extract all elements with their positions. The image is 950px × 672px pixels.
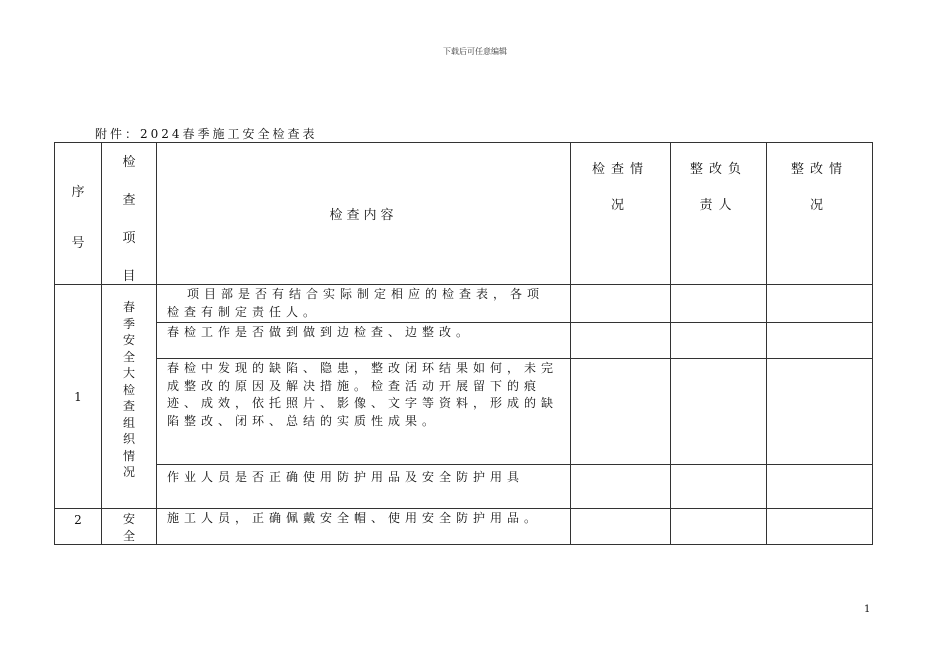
owner-cell [671, 509, 767, 545]
item-char: 春 [122, 300, 135, 314]
status-cell [571, 323, 671, 359]
section-number: 2 [55, 509, 102, 545]
header-row [55, 143, 873, 285]
owner-cell [671, 323, 767, 359]
header-item [102, 143, 157, 285]
header-status-line: 况 [610, 198, 630, 213]
item-char: 全 [122, 349, 135, 364]
header-seq [55, 143, 102, 285]
table-caption: 附件：2024春季施工安全检查表 [95, 127, 318, 141]
header-item-char: 检 [122, 155, 136, 170]
header-rectify [767, 143, 873, 285]
rectify-cell [767, 285, 873, 323]
header-seq-char: 序 [71, 184, 85, 200]
header-item-char: 目 [122, 269, 136, 284]
header-status [571, 143, 671, 285]
item-char: 安 [122, 333, 135, 347]
header-seq-char: 号 [71, 235, 85, 251]
owner-cell [671, 465, 767, 509]
item-char: 情 [122, 448, 135, 463]
header-owner-line: 整改负 [689, 162, 747, 177]
header-owner [671, 143, 767, 285]
table-row [55, 323, 873, 359]
content-cell: 春检中发现的缺陷、隐患，整改闭环结果如何，未完成整改的原因及解决措施。检查活动开展留下的痕迹、成效，依托照片、影像、文字等资料，形成的缺陷整改、闭环、总结的实质性成果。 [157, 359, 571, 465]
rectify-cell [767, 359, 873, 465]
status-cell [571, 509, 671, 545]
rectify-cell [767, 465, 873, 509]
table-row [55, 509, 873, 545]
item-char: 季 [122, 316, 135, 331]
content-cell: 春检工作是否做到做到边检查、边整改。 [157, 323, 571, 359]
content-cell: 项目部是否有结合实际制定相应的检查表，各项检查有制定责任人。 [157, 285, 571, 323]
item-char: 组 [122, 415, 135, 430]
item-char: 织 [122, 432, 135, 446]
table-row [55, 285, 873, 323]
section-number: 1 [55, 285, 102, 509]
content-cell: 作业人员是否正确使用防护用品及安全防护用具 [157, 465, 571, 509]
inspection-table [54, 142, 873, 545]
header-content: 检查内容 [157, 143, 571, 285]
content-cell: 施工人员，正确佩戴安全帽、使用安全防护用品。 [157, 509, 571, 545]
header-item-char: 查 [122, 193, 136, 208]
section-item [102, 509, 157, 545]
status-cell [571, 285, 671, 323]
table-row [55, 359, 873, 465]
section-item [102, 285, 157, 509]
item-char: 查 [122, 399, 135, 413]
rectify-cell [767, 323, 873, 359]
page-number: 1 [864, 604, 871, 615]
header-item-char: 项 [122, 231, 136, 246]
header-rectify-line: 况 [809, 198, 829, 213]
item-char: 大 [122, 366, 135, 380]
header-owner-line: 责人 [699, 198, 738, 213]
header-rectify-line: 整改情 [790, 162, 848, 177]
header-note: 下载后可任意编辑 [443, 47, 507, 56]
item-char: 检 [122, 382, 135, 397]
item-char: 安 [122, 512, 135, 526]
header-status-line: 检查情 [591, 162, 649, 177]
item-char: 全 [122, 528, 135, 543]
rectify-cell [767, 509, 873, 545]
owner-cell [671, 359, 767, 465]
item-char: 况 [122, 465, 135, 479]
owner-cell [671, 285, 767, 323]
table-row [55, 465, 873, 509]
status-cell [571, 359, 671, 465]
status-cell [571, 465, 671, 509]
